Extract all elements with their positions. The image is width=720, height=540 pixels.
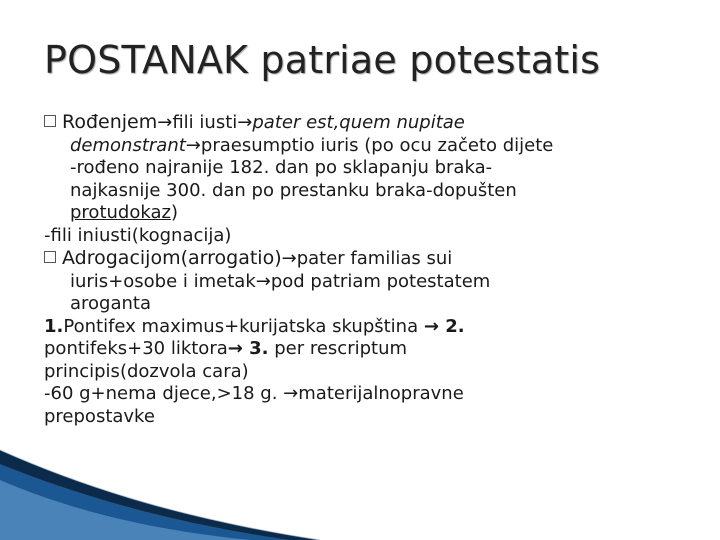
slide-body: [44, 111, 704, 428]
step-number-3: 3.: [242, 338, 269, 359]
paragraph-conditions-line-2: prepostavke: [44, 405, 155, 427]
text-close-paren: ): [170, 202, 178, 223]
paragraph-adrogacijom-line-1: [44, 247, 704, 271]
arrow-glyph: →: [281, 248, 297, 269]
text-pater-familias: pater familias sui: [296, 248, 453, 269]
paragraph-steps-line-2: [44, 338, 704, 361]
paragraph-steps-line-1: [44, 316, 704, 339]
text-pater-est: pater est,quem nupitae: [252, 112, 465, 133]
paragraph-adrogacijom-line-2: iuris+osobe i imetak→pod patriam potestatem: [70, 270, 491, 292]
step-number-1: 1.: [44, 315, 64, 337]
paragraph-rodjenjem-line-1: [44, 111, 704, 135]
heading-adrogacijom: Adrogacijom(arrogatio): [62, 247, 282, 269]
square-bullet-icon: [44, 251, 56, 263]
paragraph-steps-line-3: principis(dozvola cara): [44, 360, 249, 382]
paragraph-conditions-line-1: -60 g+nema djece,>18 g. →materijalnopravne: [44, 383, 464, 404]
paragraph-rodjenjem-line-2: [44, 135, 704, 158]
arrow-glyph: →: [423, 315, 439, 337]
paragraph-fili-iniusti: -fili iniusti(kognacija): [44, 224, 232, 246]
step-number-2: 2.: [438, 315, 465, 337]
paragraph-rodjenjem-line-4: najkasnije 300. dan po prestanku braka-dopušten: [70, 179, 517, 201]
text-praesumptio: praesumptio iuris (po ocu začeto dijete: [200, 134, 554, 156]
text-pontifex: Pontifex maximus+kurijatska skupština: [63, 315, 424, 337]
text-per-rescriptum: per rescriptum: [268, 338, 408, 359]
arrow-glyph: →: [227, 338, 243, 359]
text-pontifeks: pontifeks+30 liktora: [44, 338, 228, 359]
arrow-glyph: →: [237, 112, 253, 133]
text-fili-iusti: fili iusti: [172, 112, 238, 133]
square-bullet-icon: [44, 115, 56, 127]
slide-title: POSTANAK patriae potestatis: [44, 38, 601, 82]
arrow-glyph: →: [157, 112, 173, 133]
heading-rodjenjem: Rođenjem: [62, 111, 158, 133]
paragraph-rodjenjem-line-3: -rođeno najranije 182. dan po sklapanju braka-: [70, 157, 493, 178]
decorative-wave: [0, 420, 320, 540]
text-demonstrant: demonstrant: [70, 134, 186, 156]
paragraph-adrogacijom-line-3: aroganta: [70, 293, 151, 314]
text-protudokaz: protudokaz: [70, 202, 171, 223]
arrow-glyph: →: [185, 134, 201, 156]
paragraph-rodjenjem-line-5: [44, 202, 704, 225]
